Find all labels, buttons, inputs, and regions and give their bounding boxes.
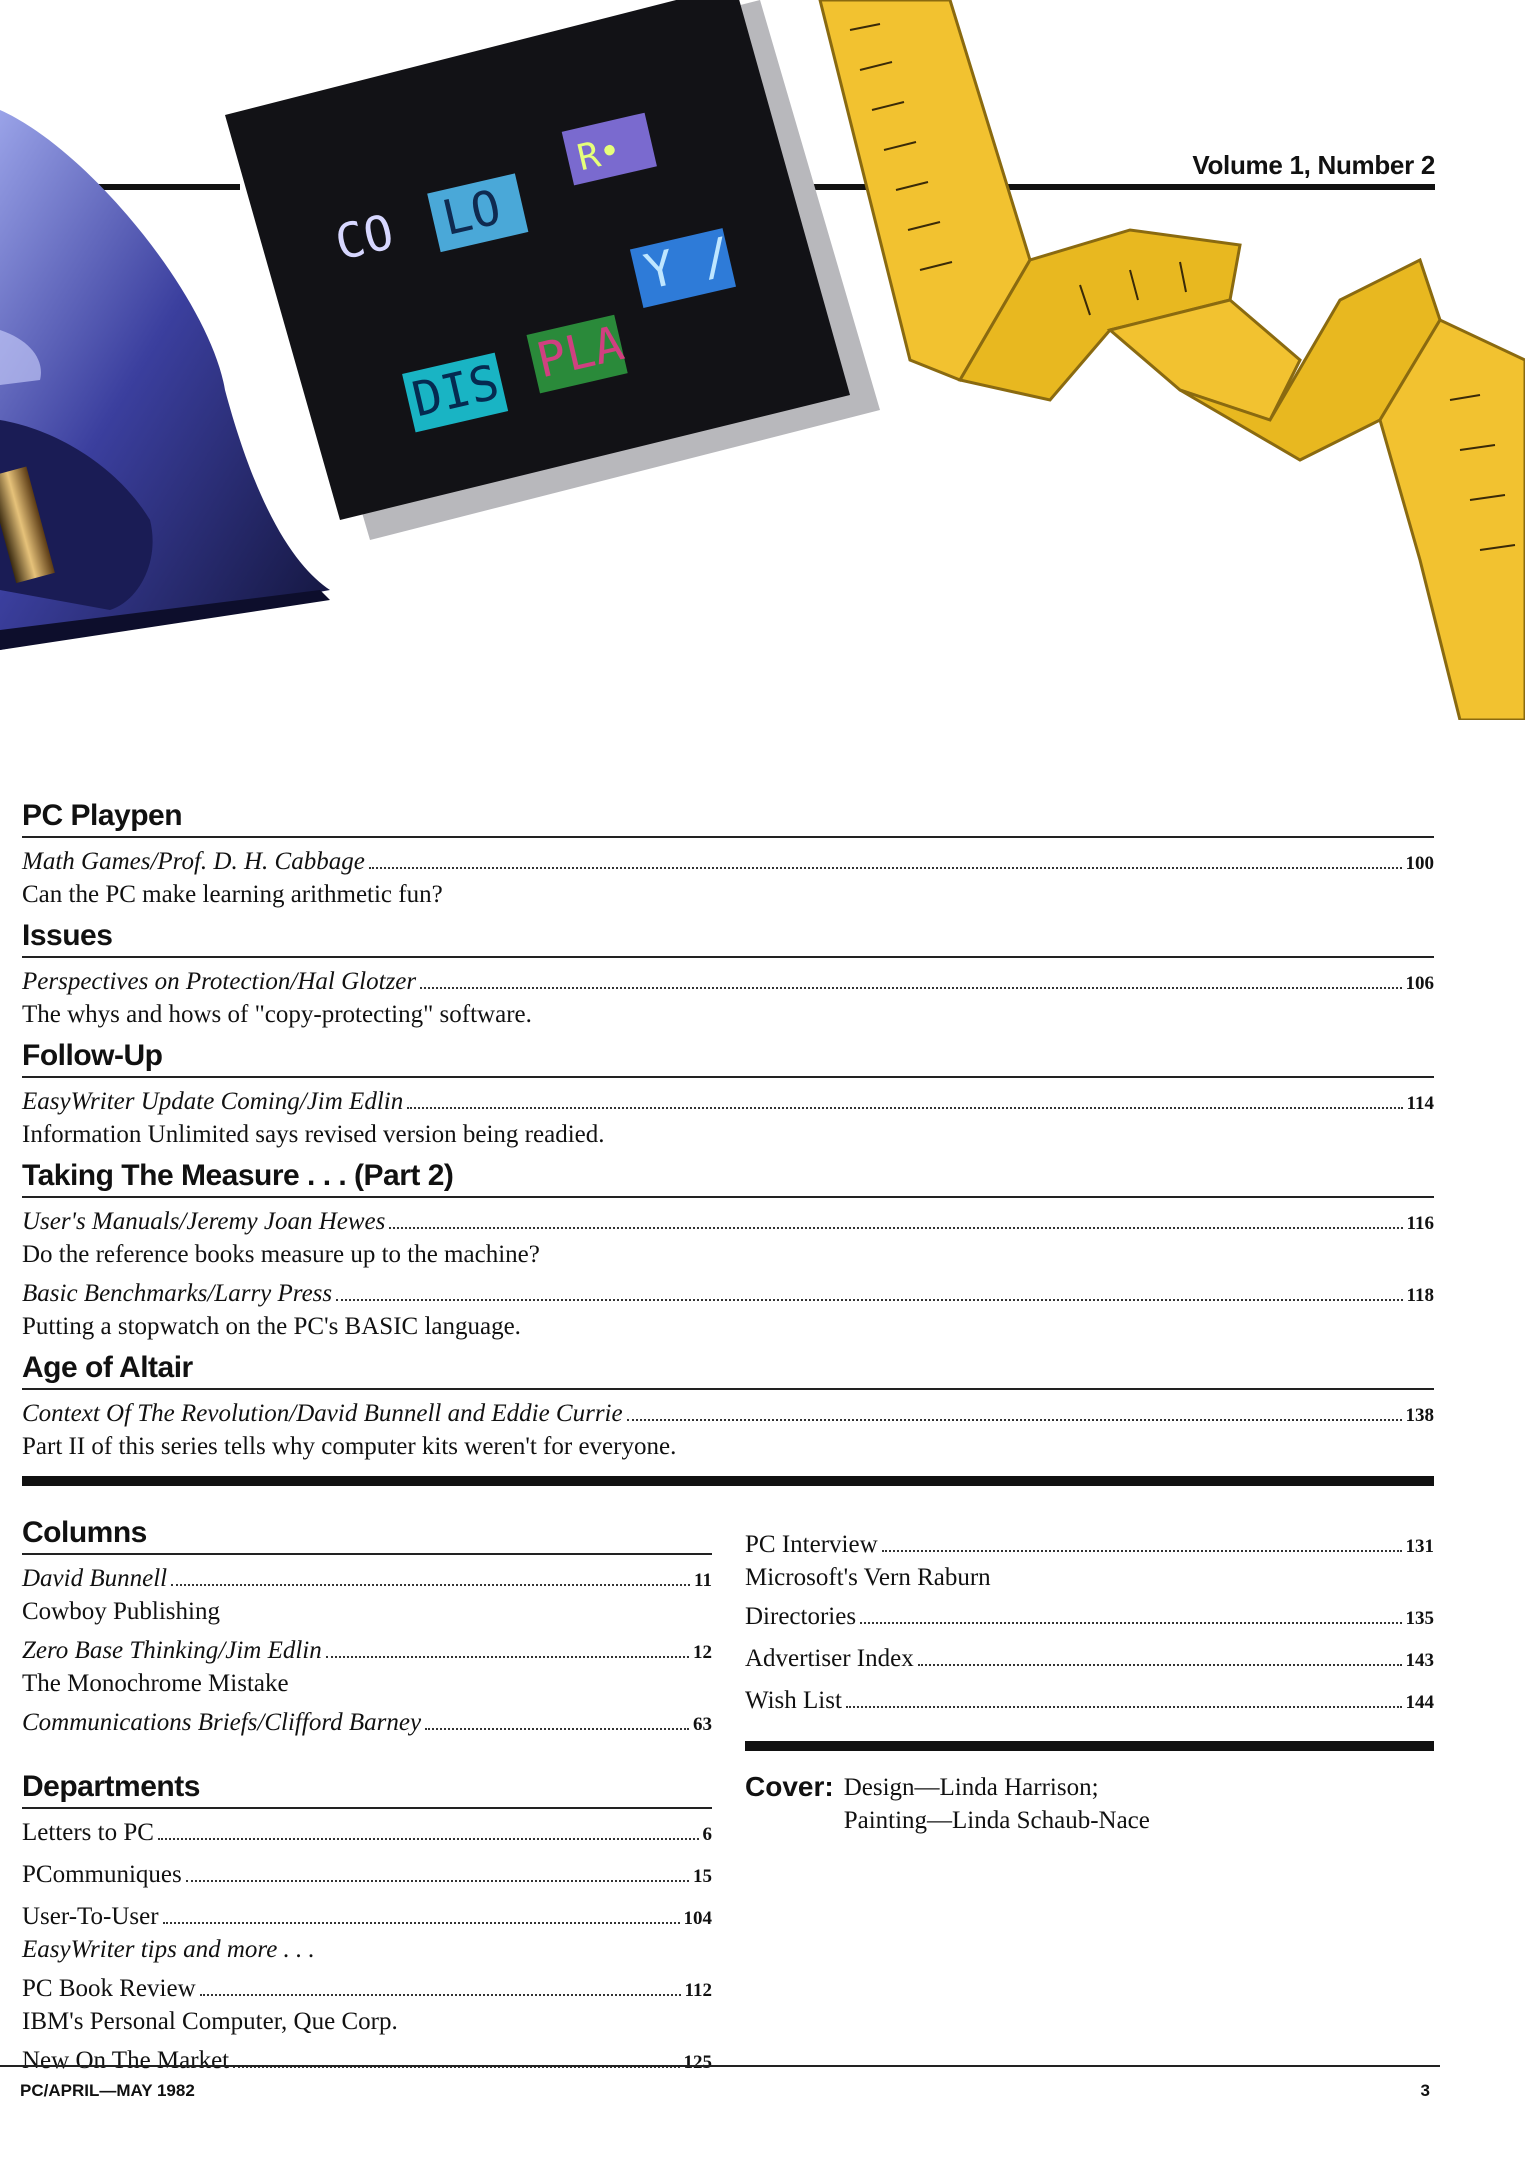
toc-entry[interactable]	[22, 1206, 1434, 1270]
entry-description: Putting a stopwatch on the PC's BASIC language.	[22, 1313, 521, 1340]
toc-entry[interactable]	[22, 1973, 712, 2037]
entry-page: 6	[702, 1824, 712, 1845]
entry-description: Do the reference books measure up to the machine?	[22, 1241, 540, 1268]
dot-leader	[627, 1419, 1402, 1421]
section-issues	[22, 918, 1434, 1030]
cover-painting-credit: Painting—Linda Schaub-Nace	[843, 1807, 1150, 1834]
entry-page: 131	[1405, 1536, 1434, 1557]
dot-leader	[918, 1664, 1402, 1666]
section-heading-columns: Columns	[22, 1515, 712, 1555]
cover-label: Cover:	[745, 1771, 834, 1802]
section-taking-the-measure	[22, 1158, 1434, 1342]
cover-illustration	[0, 0, 1525, 720]
entry-description: Microsoft's Vern Raburn	[745, 1564, 991, 1591]
thick-divider	[745, 1741, 1434, 1751]
entry-title: EasyWriter Update Coming/Jim Edlin	[22, 1088, 404, 1115]
entry-title: David Bunnell	[22, 1565, 168, 1592]
screen-letters-pla: PLA	[531, 315, 629, 390]
section-follow-up	[22, 1038, 1434, 1150]
toc-entry[interactable]	[22, 1901, 712, 1965]
entry-page: 104	[683, 1908, 712, 1929]
entry-page: 100	[1405, 853, 1434, 874]
entry-title: User-To-User	[22, 1903, 159, 1930]
right-column	[745, 1515, 1434, 1837]
monitor-screen-art	[225, 0, 880, 540]
entry-description: The Monochrome Mistake	[22, 1670, 289, 1697]
dot-leader	[425, 1728, 689, 1730]
entry-page: 112	[684, 1980, 712, 2001]
section-heading: Taking The Measure . . . (Part 2)	[22, 1158, 1434, 1198]
dot-leader	[860, 1622, 1401, 1624]
entry-title: Context Of The Revolution/David Bunnell and Eddie Currie	[22, 1400, 623, 1427]
entry-title: Letters to PC	[22, 1819, 154, 1846]
dot-leader	[420, 987, 1401, 989]
bottom-columns	[22, 1515, 1434, 2074]
entry-description: EasyWriter tips and more . . .	[22, 1936, 315, 1963]
left-column	[22, 1515, 712, 2079]
page-footer	[0, 2065, 1440, 2100]
toc-entry[interactable]	[22, 1398, 1434, 1462]
entry-title: Perspectives on Protection/Hal Glotzer	[22, 968, 417, 995]
dot-leader	[369, 867, 1402, 869]
entry-page: 114	[1406, 1093, 1434, 1114]
entry-title: Zero Base Thinking/Jim Edlin	[22, 1637, 322, 1664]
volume-number: Volume 1, Number 2	[1192, 150, 1435, 180]
entry-title: Communications Briefs/Clifford Barney	[22, 1709, 422, 1736]
section-age-of-altair	[22, 1350, 1434, 1462]
entry-page: 12	[693, 1642, 712, 1663]
toc-entry[interactable]	[745, 1643, 1434, 1677]
section-heading-departments: Departments	[22, 1769, 712, 1809]
section-heading: Follow-Up	[22, 1038, 1434, 1078]
entry-description: Can the PC make learning arithmetic fun?	[22, 881, 443, 908]
entry-description: Part II of this series tells why computer kits weren't for everyone.	[22, 1433, 677, 1460]
screen-letters-y: Y /	[639, 226, 737, 301]
thick-divider	[22, 1476, 1434, 1486]
cover-credits	[745, 1771, 1434, 1837]
toc-entry[interactable]	[745, 1529, 1434, 1593]
toc-entry[interactable]	[745, 1685, 1434, 1719]
dot-leader	[846, 1706, 1402, 1708]
dot-leader	[407, 1107, 1402, 1109]
entry-page: 143	[1405, 1650, 1434, 1671]
entry-title: User's Manuals/Jeremy Joan Hewes	[22, 1208, 386, 1235]
entry-description: Cowboy Publishing	[22, 1598, 220, 1625]
entry-title: Directories	[745, 1603, 857, 1630]
toc-entry[interactable]	[22, 966, 1434, 1030]
section-heading: Issues	[22, 918, 1434, 958]
toc-entry[interactable]	[745, 1601, 1434, 1635]
entry-page: 106	[1405, 973, 1434, 994]
toc-entry[interactable]	[22, 1563, 712, 1627]
section-heading: Age of Altair	[22, 1350, 1434, 1390]
toc-entry[interactable]	[22, 1086, 1434, 1150]
entry-page: 144	[1405, 1692, 1434, 1713]
entry-title: PC Interview	[745, 1531, 878, 1558]
entry-description: IBM's Personal Computer, Que Corp.	[22, 2008, 398, 2035]
entry-title: PC Book Review	[22, 1975, 196, 2002]
dot-leader	[158, 1838, 699, 1840]
dot-leader	[336, 1299, 1402, 1301]
dot-leader	[186, 1880, 689, 1882]
cover-design-credit: Design—Linda Harrison;	[843, 1774, 1099, 1801]
entry-page: 138	[1405, 1405, 1434, 1426]
entry-title: Basic Benchmarks/Larry Press	[22, 1280, 333, 1307]
dot-leader	[163, 1922, 680, 1924]
entry-description: Information Unlimited says revised version being readied.	[22, 1121, 605, 1148]
entry-page: 63	[693, 1714, 712, 1735]
entry-title: PCommuniques	[22, 1861, 182, 1888]
dot-leader	[200, 1994, 681, 1996]
toc-entry[interactable]	[22, 1278, 1434, 1342]
entry-title: Wish List	[745, 1687, 842, 1714]
entry-page: 125	[683, 2052, 712, 2073]
dot-leader	[882, 1550, 1402, 1552]
screen-letters-r: R•	[573, 129, 626, 180]
entry-page: 118	[1406, 1285, 1434, 1306]
entry-page: 135	[1405, 1608, 1434, 1629]
dot-leader	[389, 1227, 1402, 1229]
entry-title: New On The Market	[22, 2047, 230, 2074]
entry-page: 116	[1406, 1213, 1434, 1234]
section-heading: PC Playpen	[22, 798, 1434, 838]
toc-entry[interactable]	[22, 1859, 712, 1893]
footer-issue: PC/APRIL—MAY 1982	[20, 2081, 195, 2100]
screen-letters-dis: DIS	[407, 354, 505, 429]
dot-leader	[171, 1584, 690, 1586]
entry-page: 11	[694, 1570, 712, 1591]
toc-entry[interactable]	[22, 1817, 712, 1851]
toc-entry[interactable]	[22, 1635, 712, 1699]
dot-leader	[326, 1656, 689, 1658]
entry-title: Advertiser Index	[745, 1645, 914, 1672]
table-of-contents	[22, 790, 1434, 1486]
toc-entry[interactable]	[22, 1707, 712, 1741]
entry-page: 15	[693, 1866, 712, 1887]
measuring-tape-art	[820, 0, 1525, 720]
section-pc-playpen	[22, 798, 1434, 910]
entry-description: The whys and hows of "copy-protecting" software.	[22, 1001, 532, 1028]
screen-letters-co: CO	[329, 204, 399, 272]
toc-entry[interactable]	[22, 846, 1434, 910]
page-number: 3	[1420, 2081, 1430, 2100]
screen-letters-lo: LO	[437, 179, 507, 247]
entry-title: Math Games/Prof. D. H. Cabbage	[22, 848, 365, 875]
